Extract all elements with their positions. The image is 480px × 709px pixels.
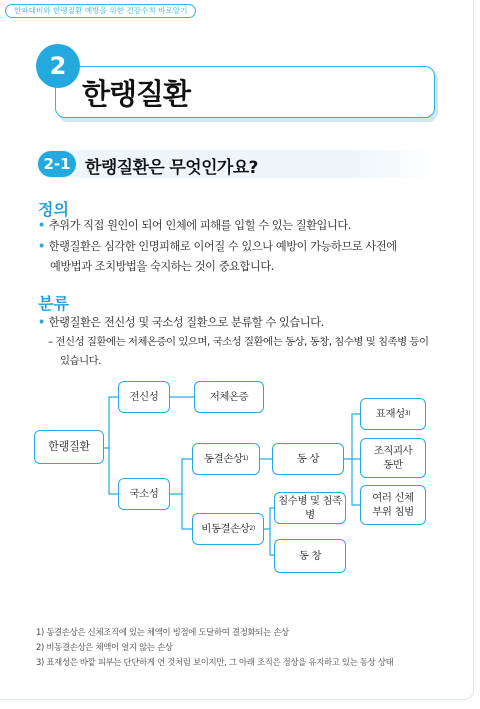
chapter-number-badge: 2	[36, 44, 80, 88]
necrosis-line-2: 동반	[383, 459, 403, 471]
diagram-node-freezing-injury	[192, 443, 260, 475]
diagram-node-systemic: 전신성	[118, 381, 170, 413]
classification-dash-line: – 전신성 질환에는 저체온증이 있으며, 국소성 질환에는 동상, 동창, 침수병 및 침족병 등이	[48, 336, 429, 348]
diagram-node-chilblain: 동 창	[274, 539, 346, 573]
diagram-node-multiple-sites	[360, 485, 426, 525]
multiple-sites-line-2: 부위 침범	[372, 506, 414, 518]
diagram-node-superficial	[360, 398, 426, 430]
section-title: 한랭질환은 무엇인가요?	[85, 158, 258, 178]
multiple-sites-line-1: 여러 신체	[372, 492, 414, 504]
chapter-title: 한랭질환	[82, 77, 191, 111]
definition-bullet-1: • 추위가 직접 원인이 되어 인체에 피해를 입힐 수 있는 질환입니다.	[38, 219, 351, 232]
diagram-node-local: 국소성	[118, 478, 170, 510]
diagram-node-tissue-necrosis	[360, 438, 426, 478]
classification-bullet: • 한랭질환은 전신성 및 국소성 질환으로 분류할 수 있습니다.	[38, 316, 324, 329]
superficial-label: 표재성	[375, 408, 405, 420]
diagram-node-cold-illness: 한랭질환	[34, 430, 104, 464]
footnote-3: 3) 표재성은 바깥 피부는 단단하게 언 것처럼 보이지만, 그 아래 조직은 정상을 유지하고 있는 동상 상태	[36, 657, 394, 667]
classification-dash-line-cont: 있습니다.	[60, 355, 101, 367]
superficial-footnote-mark: 3)	[404, 410, 411, 417]
footnote-2: 2) 비동결손상은 체액이 얼지 않는 손상	[36, 642, 173, 652]
freezing-footnote-mark: 1)	[242, 455, 248, 462]
necrosis-line-1: 조직괴사	[373, 445, 413, 457]
nonfreezing-label: 비동결손상	[201, 523, 250, 535]
classification-heading: 분류	[38, 294, 69, 313]
diagram-node-frostbite: 동 상	[272, 443, 344, 475]
diagram-node-hypothermia: 저체온증	[194, 381, 264, 413]
section-number-badge: 2-1	[38, 151, 76, 177]
diagram-node-immersion-foot: 침수병 및 침족병	[274, 492, 346, 524]
definition-bullet-2-text: 한랭질환은 심각한 인명피해로 이어질 수 있으나 예방이 가능하므로 사전에	[48, 240, 397, 253]
definition-bullet-2: • 한랭질환은 심각한 인명피해로 이어질 수 있으나 예방이 가능하므로 사전에	[38, 240, 397, 253]
footnote-1: 1) 동결손상은 신체조직에 있는 체액이 빙점에 도달하여 결정화되는 손상	[36, 627, 289, 637]
definition-bullet-1-text: 추위가 직접 원인이 되어 인체에 피해를 입힐 수 있는 질환입니다.	[48, 219, 351, 232]
freezing-label: 동결손상	[204, 453, 243, 465]
top-banner: 한파대비와 한랭질환 예방을 위한 건강수칙 바로알기	[5, 4, 196, 18]
diagram-node-nonfreezing-injury	[192, 513, 264, 545]
nonfreezing-footnote-mark: 2)	[249, 525, 255, 532]
classification-dash-text: 전신성 질환에는 저체온증이 있으며, 국소성 질환에는 동상, 동창, 침수병 및 침족병 등이	[55, 336, 429, 348]
definition-heading: 정의	[38, 200, 69, 219]
classification-bullet-text: 한랭질환은 전신성 및 국소성 질환으로 분류할 수 있습니다.	[48, 316, 324, 329]
definition-bullet-2-cont: 예방법과 조치방법을 숙지하는 것이 중요합니다.	[50, 260, 274, 273]
